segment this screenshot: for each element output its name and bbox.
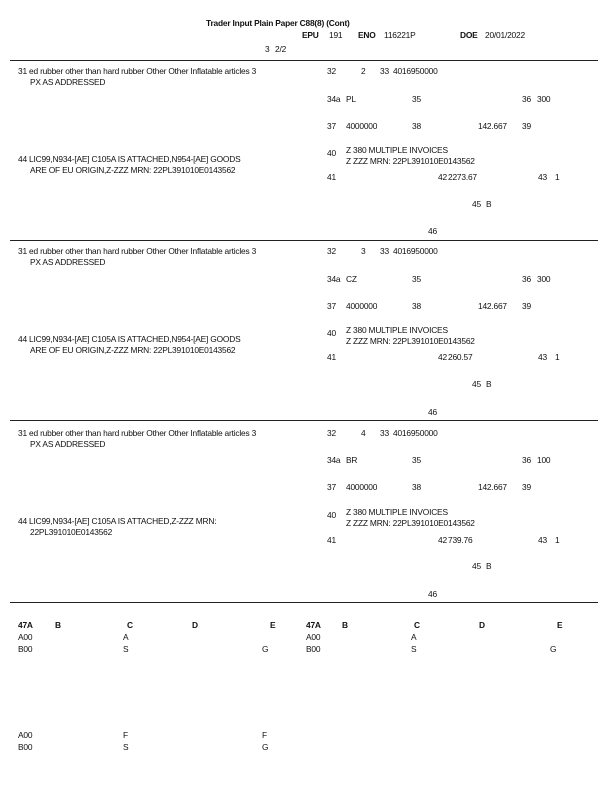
box-38-label: 38 xyxy=(412,482,421,492)
header-divider xyxy=(10,60,598,61)
item-divider xyxy=(10,420,598,421)
box-37-label: 37 xyxy=(327,482,336,492)
box-36-label: 36 xyxy=(522,274,531,284)
tax-c-value: S xyxy=(411,644,417,654)
item-divider xyxy=(10,602,598,603)
tax-header-d: D xyxy=(192,620,198,630)
tax-c-value: S xyxy=(123,742,129,752)
box-40-line1: Z 380 MULTIPLE INVOICES xyxy=(346,325,448,335)
box-44-text: 44 LIC99,N934-[AE] C105A IS ATTACHED,N954-[AE] GOODS xyxy=(18,154,241,164)
box-32-label: 32 xyxy=(327,428,336,438)
box-33-label: 33 xyxy=(380,66,389,76)
box-40-line2: Z ZZZ MRN: 22PL391010E0143562 xyxy=(346,518,475,528)
box-46-label: 46 xyxy=(428,226,437,236)
item-divider xyxy=(10,240,598,241)
box-45-value: B xyxy=(486,199,492,209)
box-45-value: B xyxy=(486,379,492,389)
tax-header-e: E xyxy=(557,620,563,630)
item-price: 2273.67 xyxy=(448,172,477,182)
box-45-label: 45 xyxy=(472,199,481,209)
tax-header-47a: 47A xyxy=(306,620,321,630)
page-number: 3 xyxy=(265,44,270,54)
tax-type: B00 xyxy=(18,742,33,752)
box-36-value: 300 xyxy=(537,274,551,284)
box-39-label: 39 xyxy=(522,121,531,131)
tax-e-value: F xyxy=(262,730,267,740)
box-34a-label: 34a xyxy=(327,94,341,104)
box-36-value: 100 xyxy=(537,455,551,465)
eno-label: ENO xyxy=(358,30,376,40)
tax-header-47a: 47A xyxy=(18,620,33,630)
box-44-text-cont: 22PL391010E0143562 xyxy=(30,527,113,537)
box-40-line2: Z ZZZ MRN: 22PL391010E0143562 xyxy=(346,336,475,346)
box-35-label: 35 xyxy=(412,94,421,104)
item-price: 739.76 xyxy=(448,535,473,545)
tax-header-c: C xyxy=(414,620,420,630)
box-41-label: 41 xyxy=(327,535,336,545)
box-46-label: 46 xyxy=(428,589,437,599)
box-32-label: 32 xyxy=(327,66,336,76)
tax-header-d: D xyxy=(479,620,485,630)
box-34a-label: 34a xyxy=(327,455,341,465)
box-40-line2: Z ZZZ MRN: 22PL391010E0143562 xyxy=(346,156,475,166)
item-number: 2 xyxy=(361,66,366,76)
commodity-code: 4016950000 xyxy=(393,66,438,76)
box-35-label: 35 xyxy=(412,455,421,465)
tax-type: A00 xyxy=(306,632,321,642)
tax-e-value: G xyxy=(262,742,269,752)
doe-label: DOE xyxy=(460,30,478,40)
item-number: 3 xyxy=(361,246,366,256)
box-39-label: 39 xyxy=(522,482,531,492)
tax-c-value: S xyxy=(123,644,129,654)
box-46-label: 46 xyxy=(428,407,437,417)
box-44-text-cont: ARE OF EU ORIGIN,Z-ZZZ MRN: 22PL391010E0143562 xyxy=(30,165,236,175)
box-43-label: 43 xyxy=(538,535,547,545)
box-42-label: 42 xyxy=(438,172,447,182)
tax-c-value: A xyxy=(411,632,417,642)
box-33-label: 33 xyxy=(380,428,389,438)
box-41-label: 41 xyxy=(327,172,336,182)
item-description-cont: PX AS ADDRESSED xyxy=(30,257,106,267)
tax-header-c: C xyxy=(127,620,133,630)
box-40-label: 40 xyxy=(327,148,336,158)
box-36-label: 36 xyxy=(522,94,531,104)
box-45-value: B xyxy=(486,561,492,571)
net-mass: 142.667 xyxy=(478,121,507,131)
box-45-label: 45 xyxy=(472,561,481,571)
procedure-code: 4000000 xyxy=(346,301,378,311)
item-description: 31 ed rubber other than hard rubber Other Other Inflatable articles 3 xyxy=(18,246,257,256)
tax-header-b: B xyxy=(55,620,61,630)
box-43-value: 1 xyxy=(555,535,560,545)
eno-value: 116221P xyxy=(384,30,416,40)
box-40-label: 40 xyxy=(327,328,336,338)
box-36-value: 300 xyxy=(537,94,551,104)
tax-e-value: G xyxy=(550,644,557,654)
box-35-label: 35 xyxy=(412,274,421,284)
box-44-text: 44 LIC99,N934-[AE] C105A IS ATTACHED,Z-ZZZ MRN: xyxy=(18,516,217,526)
net-mass: 142.667 xyxy=(478,301,507,311)
box-42-label: 42 xyxy=(438,352,447,362)
origin-country: PL xyxy=(346,94,356,104)
tax-header-e: E xyxy=(270,620,276,630)
box-40-label: 40 xyxy=(327,510,336,520)
box-32-label: 32 xyxy=(327,246,336,256)
origin-country: BR xyxy=(346,455,358,465)
box-45-label: 45 xyxy=(472,379,481,389)
tax-header-b: B xyxy=(342,620,348,630)
box-43-label: 43 xyxy=(538,172,547,182)
tax-e-value: G xyxy=(262,644,269,654)
box-40-line1: Z 380 MULTIPLE INVOICES xyxy=(346,507,448,517)
item-description-cont: PX AS ADDRESSED xyxy=(30,77,106,87)
tax-type: B00 xyxy=(306,644,321,654)
form-title: Trader Input Plain Paper C88(8) (Cont) xyxy=(206,18,350,28)
box-37-label: 37 xyxy=(327,121,336,131)
item-description: 31 ed rubber other than hard rubber Other Other Inflatable articles 3 xyxy=(18,66,257,76)
page-sheet: 2/2 xyxy=(275,44,287,54)
box-34a-label: 34a xyxy=(327,274,341,284)
tax-type: A00 xyxy=(18,730,33,740)
procedure-code: 4000000 xyxy=(346,482,378,492)
origin-country: CZ xyxy=(346,274,357,284)
item-description-cont: PX AS ADDRESSED xyxy=(30,439,106,449)
epu-label: EPU xyxy=(302,30,319,40)
item-description: 31 ed rubber other than hard rubber Other Other Inflatable articles 3 xyxy=(18,428,257,438)
box-44-text-cont: ARE OF EU ORIGIN,Z-ZZZ MRN: 22PL391010E0143562 xyxy=(30,345,236,355)
box-41-label: 41 xyxy=(327,352,336,362)
box-38-label: 38 xyxy=(412,301,421,311)
tax-c-value: A xyxy=(123,632,129,642)
item-number: 4 xyxy=(361,428,366,438)
procedure-code: 4000000 xyxy=(346,121,378,131)
tax-c-value: F xyxy=(123,730,128,740)
item-price: 260.57 xyxy=(448,352,473,362)
epu-value: 191 xyxy=(329,30,343,40)
box-42-label: 42 xyxy=(438,535,447,545)
box-36-label: 36 xyxy=(522,455,531,465)
box-33-label: 33 xyxy=(380,246,389,256)
box-38-label: 38 xyxy=(412,121,421,131)
box-43-value: 1 xyxy=(555,172,560,182)
commodity-code: 4016950000 xyxy=(393,246,438,256)
commodity-code: 4016950000 xyxy=(393,428,438,438)
box-37-label: 37 xyxy=(327,301,336,311)
box-40-line1: Z 380 MULTIPLE INVOICES xyxy=(346,145,448,155)
tax-type: B00 xyxy=(18,644,33,654)
box-43-label: 43 xyxy=(538,352,547,362)
box-44-text: 44 LIC99,N934-[AE] C105A IS ATTACHED,N954-[AE] GOODS xyxy=(18,334,241,344)
doe-value: 20/01/2022 xyxy=(485,30,525,40)
box-39-label: 39 xyxy=(522,301,531,311)
box-43-value: 1 xyxy=(555,352,560,362)
net-mass: 142.667 xyxy=(478,482,507,492)
tax-type: A00 xyxy=(18,632,33,642)
